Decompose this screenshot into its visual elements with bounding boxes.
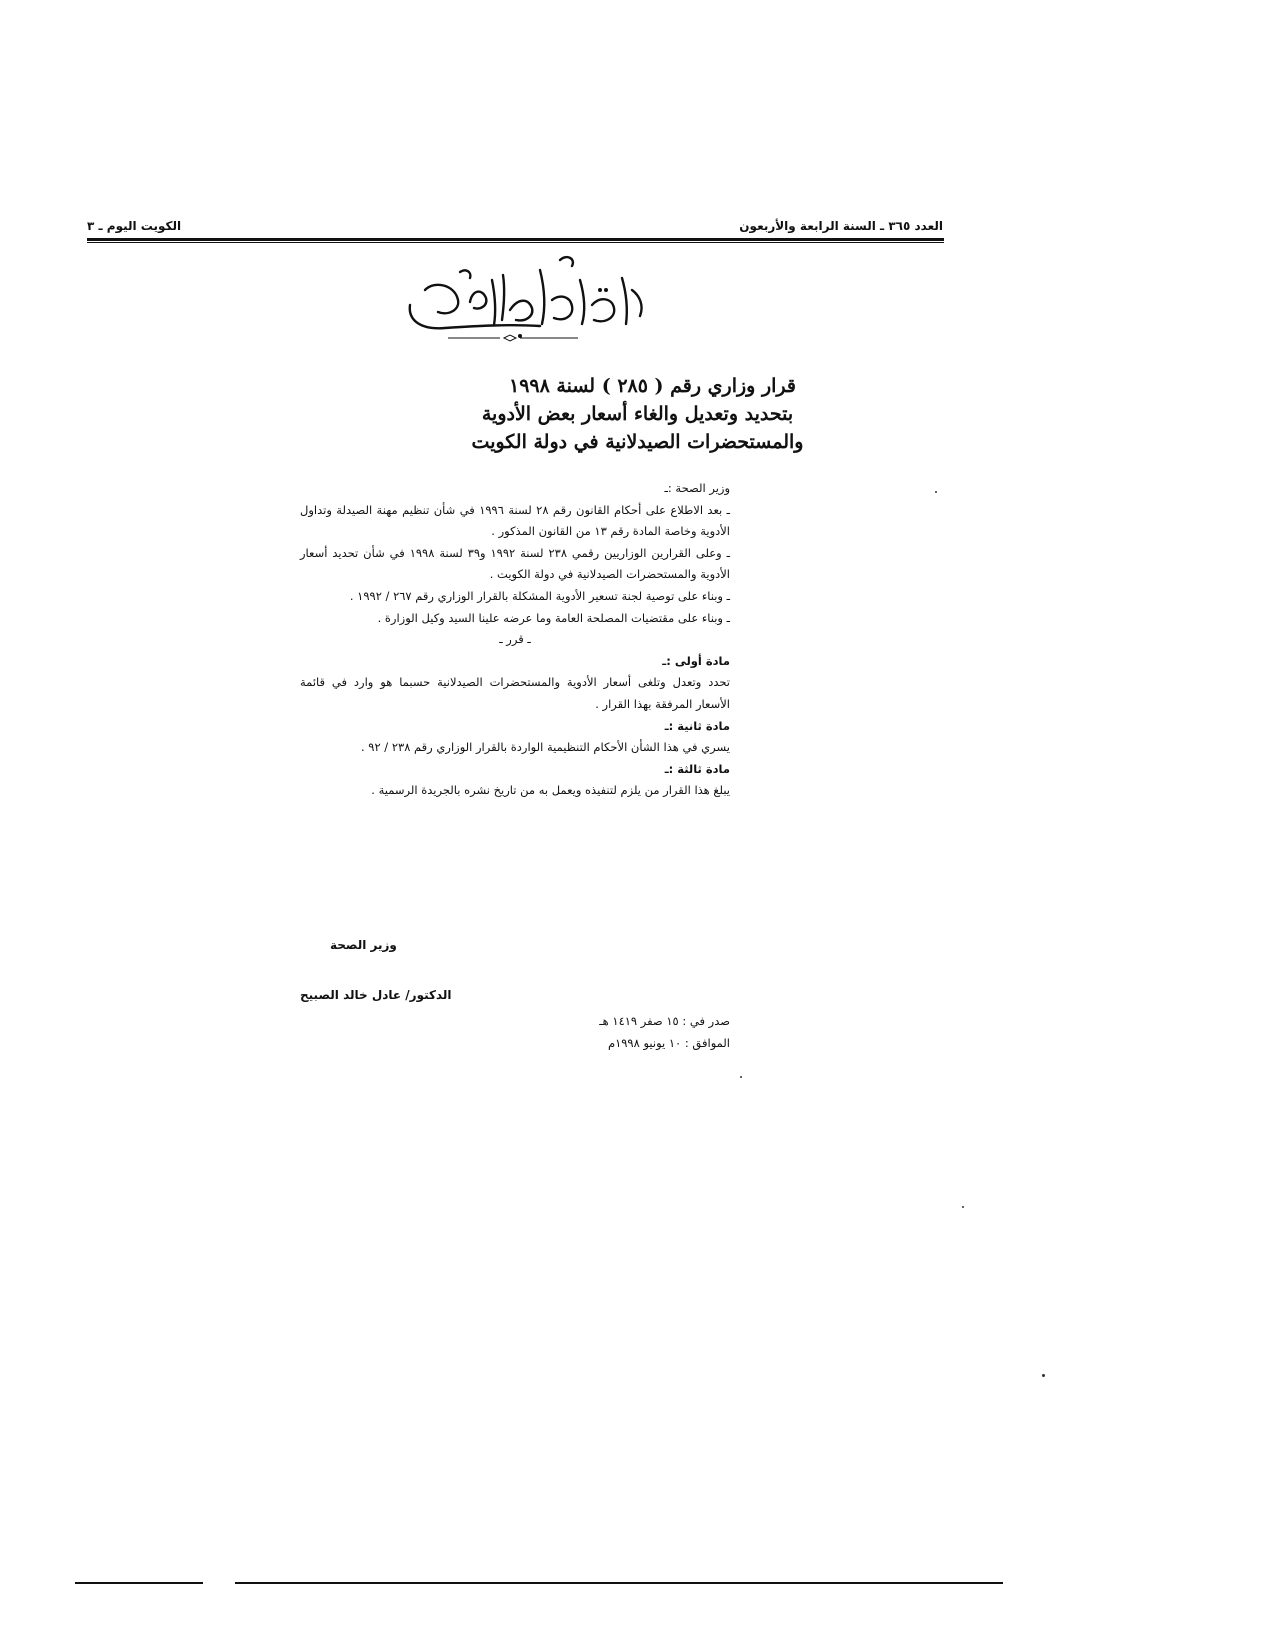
signatory-name: الدكتور/ عادل خالد الصبيح <box>300 988 452 1002</box>
decides-heading: ـ قرر ـ <box>499 632 531 647</box>
issue-date-block <box>599 1010 730 1054</box>
scan-speck <box>1042 1374 1045 1377</box>
article-text: يسري في هذا الشأن الأحكام التنظيمية الواردة بالقرار الوزاري رقم ٢٣٨ / ٩٢ . <box>360 740 730 755</box>
footer-rule <box>235 1582 1003 1584</box>
decree-title-line: بتحديد وتعديل والغاء أسعار بعض الأدوية <box>481 403 794 425</box>
ministry-of-health-calligraphy-logo <box>400 250 660 346</box>
decree-title <box>0 372 1275 456</box>
recital: ـ وعلى القرارين الوزاريين رقمي ٢٣٨ لسنة ١٩٩٢ و٣٩ لسنة ١٩٩٨ في شأن تحديد أسعار الأدوية والمستحضرات الصيدلانية في دولة الكويت . <box>300 545 730 582</box>
footer-rule <box>75 1582 203 1584</box>
header-rule <box>87 238 944 241</box>
ornamental-divider <box>448 334 578 342</box>
decree-body <box>300 478 730 802</box>
recital: ـ وبناء على توصية لجنة تسعير الأدوية المشكلة بالقرار الوزاري رقم ٢٦٧ / ١٩٩٢ . <box>349 588 730 603</box>
issue-number: العدد ٣٦٥ ـ السنة الرابعة والأربعون <box>739 219 943 233</box>
scan-speck <box>935 491 937 493</box>
decree-intro: وزير الصحة :ـ <box>664 481 730 495</box>
article-heading: مادة أولى :ـ <box>662 653 730 668</box>
article-heading: مادة ثالثة :ـ <box>664 761 730 776</box>
signatory-title: وزير الصحة <box>330 938 397 952</box>
recital: ـ بعد الاطلاع على أحكام القانون رقم ٢٨ لسنة ١٩٩٦ في شأن تنظيم مهنة الصيدلة وتداول الأدوية وخاصة المادة رقم ١٣ من القانون المذكور . <box>300 502 730 539</box>
decree-title-line: قرار وزاري رقم ( ٢٨٥ ) لسنة ١٩٩٨ <box>508 375 796 397</box>
article-text: تحدد وتعدل وتلغى أسعار الأدوية والمستحضرات الصيدلانية حسبما هو وارد في قائمة الأسعار المرفقة بهذا القرار . <box>300 675 730 711</box>
decree-title-line: والمستحضرات الصيدلانية في دولة الكويت <box>471 431 804 453</box>
recital: ـ وبناء على مقتضيات المصلحة العامة وما عرضه علينا السيد وكيل الوزارة . <box>377 610 730 625</box>
article-text: يبلغ هذا القرار من يلزم لتنفيذه ويعمل به من تاريخ نشره بالجريدة الرسمية . <box>371 783 730 798</box>
article-heading: مادة ثانية :ـ <box>664 718 730 733</box>
issue-date-hijri: صدر في : ١٥ صفر ١٤١٩ هـ <box>599 1014 730 1028</box>
page-running-title: الكويت اليوم ـ ٣ <box>87 219 182 233</box>
scan-speck <box>740 1076 742 1078</box>
issue-date-gregorian: الموافق : ١٠ يونيو ١٩٩٨م <box>607 1036 730 1050</box>
header-rule-thin <box>87 242 944 243</box>
scan-speck <box>962 1206 964 1208</box>
